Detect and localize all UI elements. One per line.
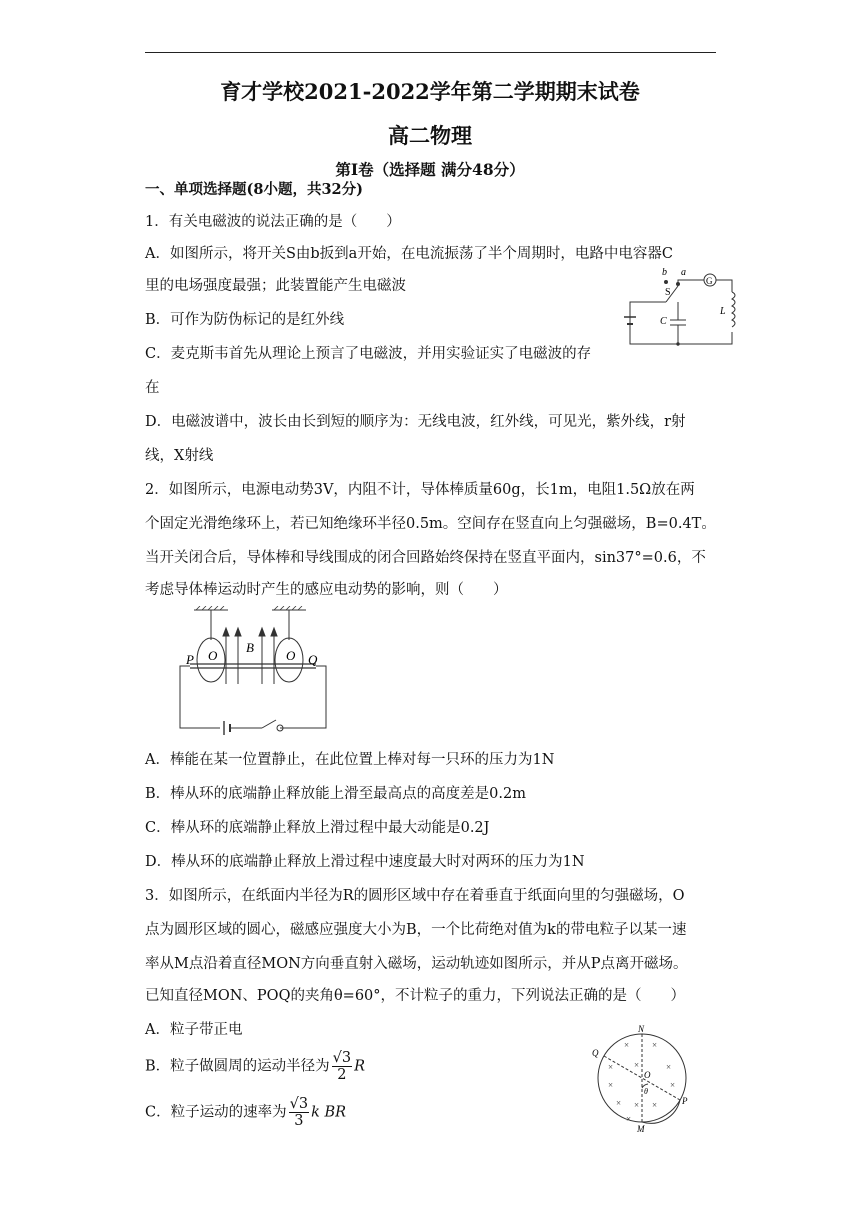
fig3-label-m: M [637, 1124, 645, 1134]
fig2-label-q: Q [308, 652, 318, 667]
q3-option-b-suffix: R [354, 1058, 366, 1075]
q1-option-d-line2: 线，X射线 [145, 448, 214, 464]
svg-text:×: × [652, 1040, 658, 1050]
q2-option-b: B．棒从环的底端静止释放能上滑至最高点的高度差是0.2m [145, 786, 526, 802]
q3-option-b-text: B．粒子做圆周的运动半径为 [145, 1058, 330, 1075]
q1-option-b: B．可作为防伪标记的是红外线 [145, 312, 345, 328]
q1-option-a-line1: A．如图所示，将开关S由b扳到a开始，在电流振荡了半个周期时，电路中电容器C [145, 246, 673, 262]
svg-text:×: × [624, 1040, 630, 1050]
q3-option-b-fraction [332, 1050, 352, 1083]
svg-text:×: × [608, 1080, 614, 1090]
svg-text:×: × [652, 1100, 658, 1110]
q3-option-c [145, 1096, 346, 1129]
q3-option-b-denominator: 2 [337, 1067, 347, 1083]
fig3-label-theta: θ [644, 1087, 648, 1096]
rod-rings-figure [176, 606, 336, 736]
fig1-label-g: G [706, 276, 713, 286]
q3-option-b-numerator: √3 [332, 1050, 352, 1066]
q2-stem-line4: 考虑导体棒运动时产生的感应电动势的影响，则（ ） [145, 582, 508, 598]
q3-stem-line1: 3．如图所示，在纸面内半径为R的圆形区域中存在着垂直于纸面向里的匀强磁场，O [145, 888, 685, 904]
svg-text:×: × [616, 1098, 622, 1108]
magnetic-field-circle-figure [586, 1022, 698, 1134]
q1-option-c-line1: C．麦克斯韦首先从理论上预言了电磁波，并用实验证实了电磁波的存 [145, 346, 592, 362]
fig2-label-o1: O [208, 648, 218, 663]
q3-option-c-denominator: 3 [294, 1113, 304, 1129]
q2-option-c: C．棒从环的底端静止释放上滑过程中最大动能是0.2J [145, 820, 490, 836]
fig2-label-o2: O [286, 648, 296, 663]
q1-option-d-line1: D．电磁波谱中，波长由长到短的顺序为：无线电波，红外线，可见光，紫外线，r射 [145, 414, 686, 430]
fig1-label-c: C [660, 316, 667, 327]
svg-text:×: × [608, 1062, 614, 1072]
fig2-label-b: B [246, 640, 254, 655]
q2-stem-line1: 2．如图所示，电源电动势3V，内阻不计，导体棒质量60g，长1m，电阻1.5Ω放在两 [145, 482, 695, 498]
q3-option-a: A．粒子带正电 [145, 1022, 243, 1038]
q3-option-c-suffix: k BR [311, 1104, 347, 1121]
fig3-label-q: Q [592, 1048, 599, 1058]
q3-option-c-numerator: √3 [289, 1096, 309, 1112]
svg-text:×: × [626, 1114, 632, 1124]
svg-text:×: × [634, 1100, 640, 1110]
lc-circuit-figure [620, 262, 750, 354]
q3-option-c-text: C．粒子运动的速率为 [145, 1104, 287, 1121]
subject-title: 高二物理 [388, 123, 472, 148]
svg-text:×: × [670, 1080, 676, 1090]
q3-stem-line3: 率从M点沿着直径MON方向垂直射入磁场，运动轨迹如图所示，并从P点离开磁场。 [145, 956, 688, 972]
q2-stem-line2: 个固定光滑绝缘环上，若已知绝缘环半径0.5m。空间存在竖直向上匀强磁场，B=0.4T。 [145, 516, 716, 532]
fig1-label-s: S [665, 287, 671, 298]
svg-text:×: × [634, 1060, 640, 1070]
q3-stem-line2: 点为圆形区域的圆心，磁感应强度大小为B，一个比荷绝对值为k的带电粒子以某一速 [145, 922, 687, 938]
q2-option-a: A．棒能在某一位置静止，在此位置上棒对每一只环的压力为1N [145, 752, 555, 768]
fig2-label-p: P [186, 652, 194, 667]
fig3-label-n: N [638, 1024, 645, 1034]
exam-title: 育才学校2021-2022学年第二学期期末试卷 [220, 79, 640, 104]
q3-option-c-fraction [289, 1096, 309, 1129]
q1-stem: 1．有关电磁波的说法正确的是（ ） [145, 214, 401, 230]
q3-stem-line4: 已知直径MON、POQ的夹角θ=60°，不计粒子的重力，下列说法正确的是（ ） [145, 988, 686, 1004]
fig3-label-p: P [682, 1096, 688, 1106]
fig3-label-o: O [644, 1070, 651, 1080]
q1-option-c-line2: 在 [145, 380, 160, 396]
part-title: 第Ⅰ卷（选择题 满分48分） [335, 160, 525, 179]
q3-option-b [145, 1050, 365, 1083]
fig1-label-b: b [662, 267, 667, 278]
section-heading: 一、单项选择题(8小题，共32分) [145, 181, 363, 198]
fig1-label-l: L [720, 306, 726, 317]
q2-option-d: D．棒从环的底端静止释放上滑过程中速度最大时对两环的压力为1N [145, 854, 585, 870]
fig1-label-a: a [681, 267, 686, 278]
q2-stem-line3: 当开关闭合后，导体棒和导线围成的闭合回路始终保持在竖直平面内，sin37°=0.6，不 [145, 550, 706, 566]
header-rule [145, 52, 716, 53]
q1-option-a-line2: 里的电场强度最强；此装置能产生电磁波 [145, 278, 406, 294]
svg-text:×: × [666, 1062, 672, 1072]
